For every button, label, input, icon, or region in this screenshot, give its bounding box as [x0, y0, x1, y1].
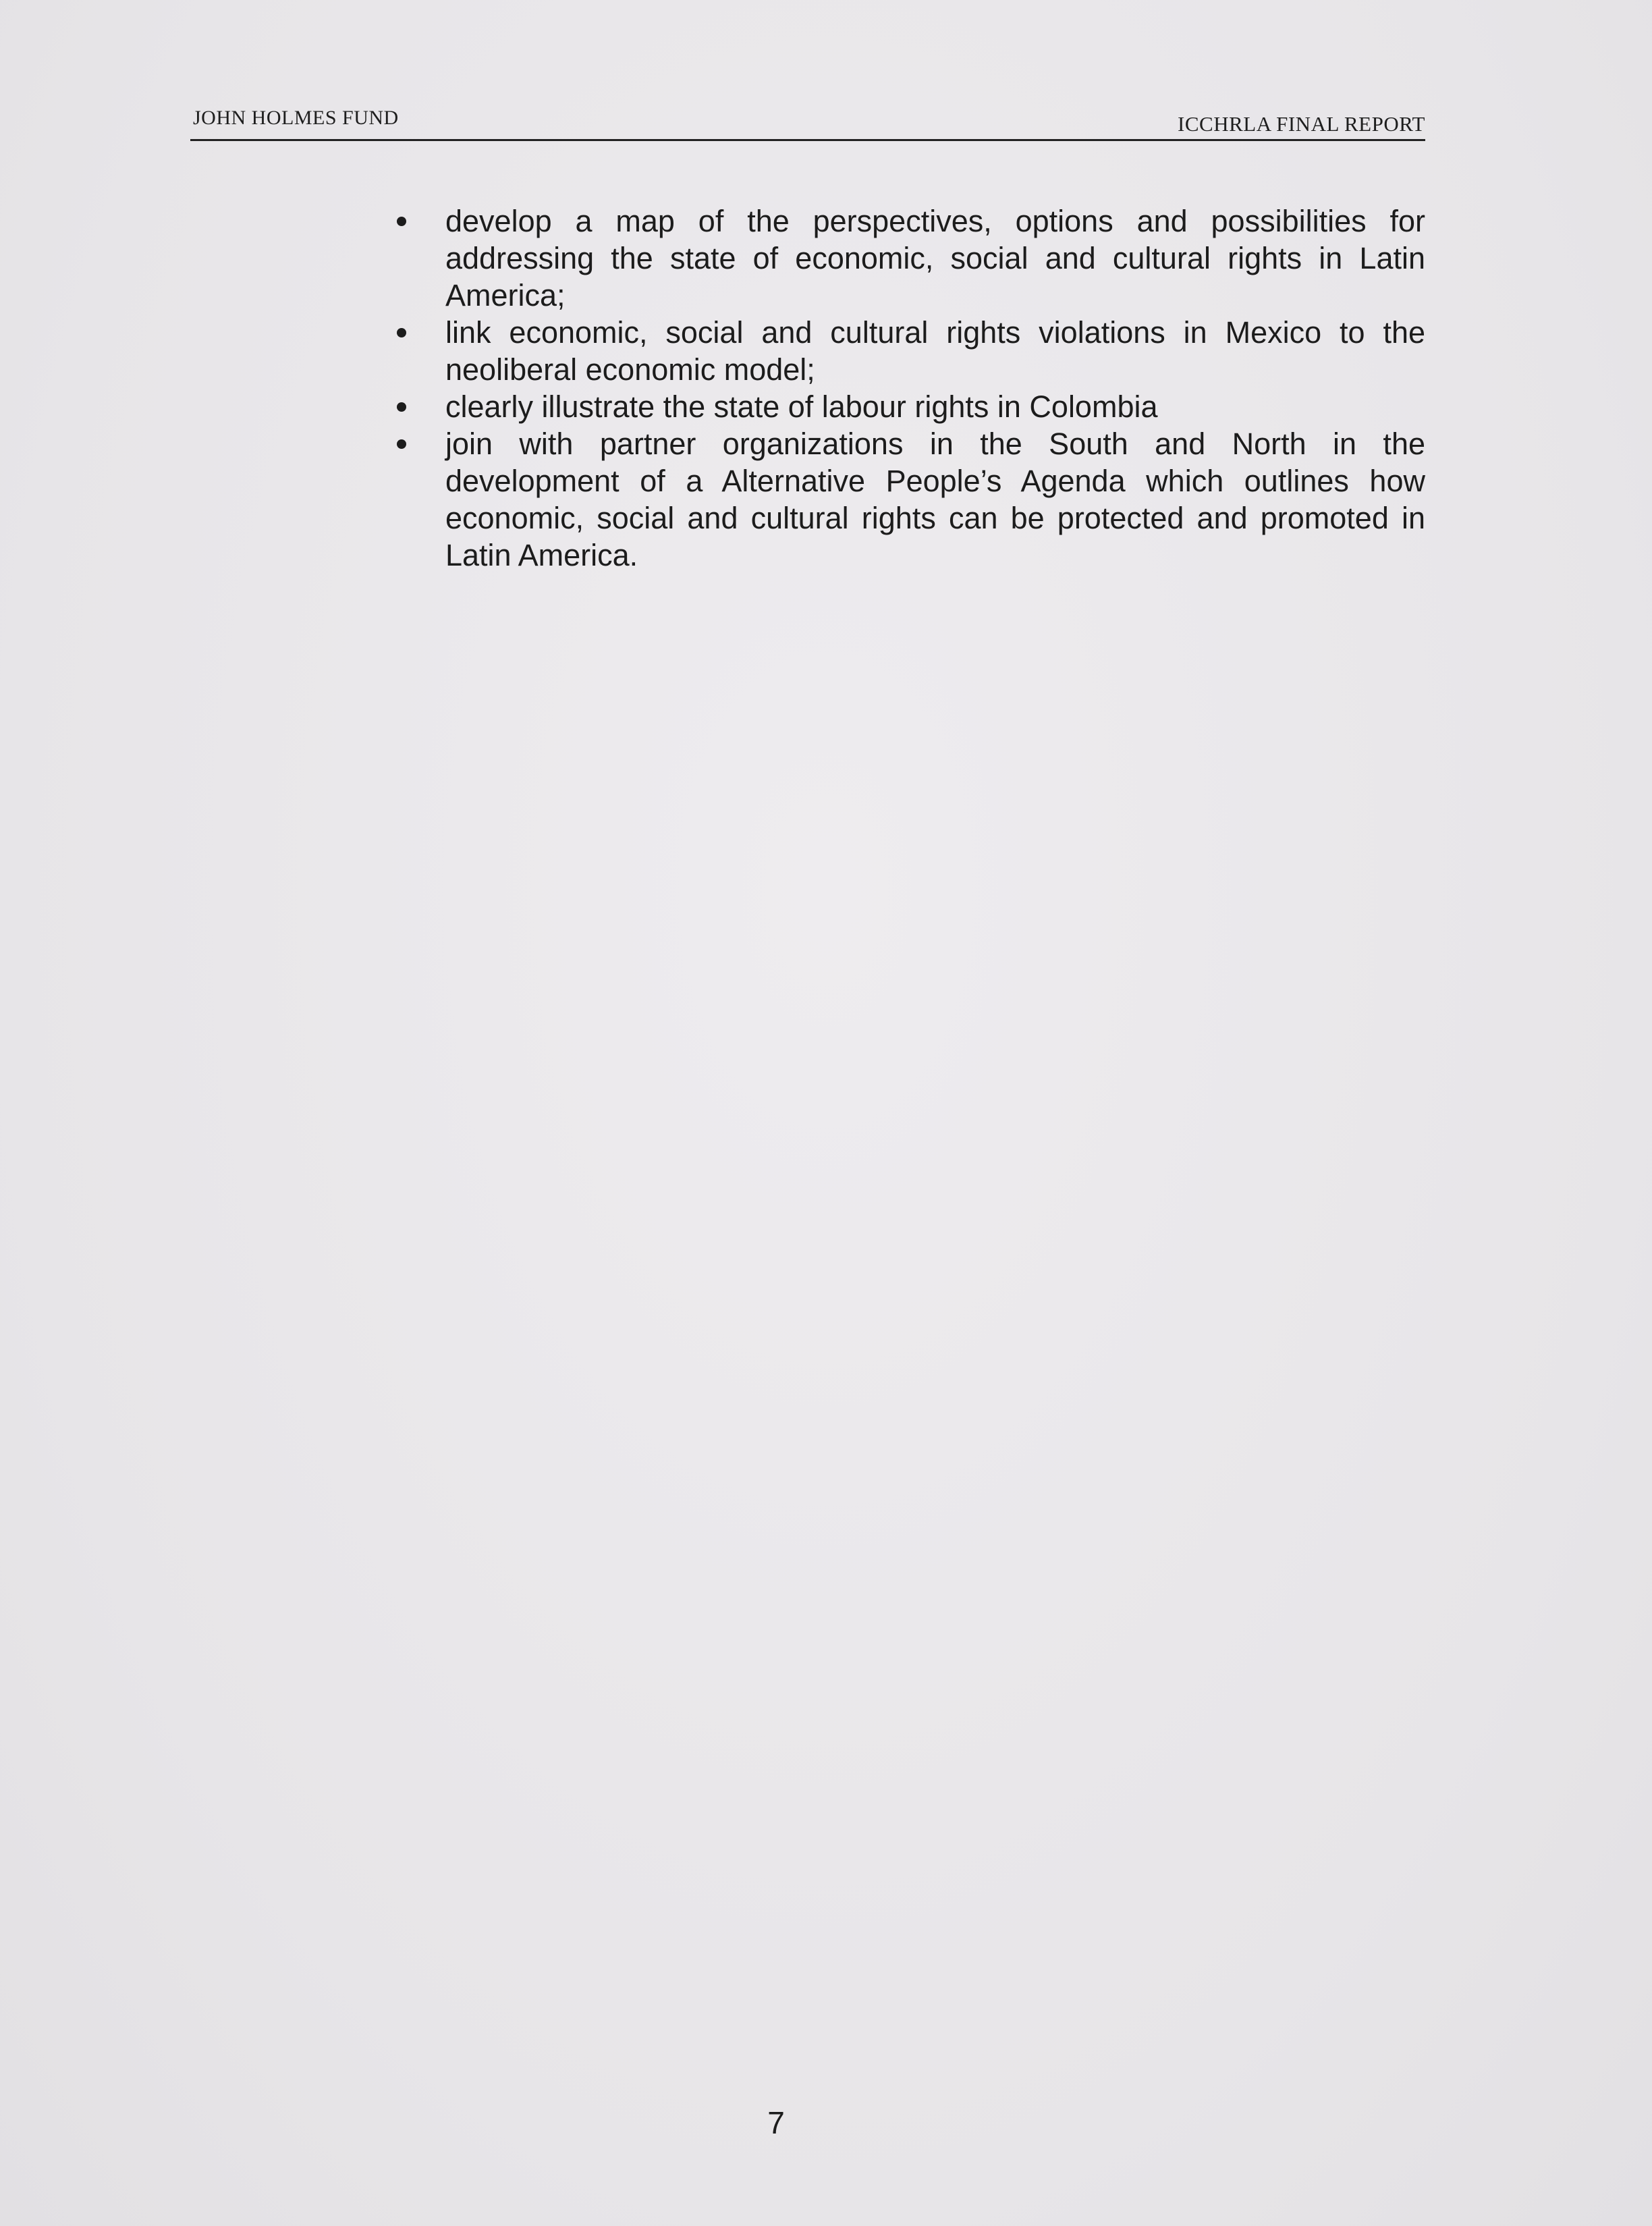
- page-header: [190, 94, 1425, 141]
- bullet-icon: [397, 217, 406, 226]
- bullet-icon: [397, 328, 406, 337]
- list-item-text: join with partner organizations in the South and North in the development of a Alternative People’s Agenda which outlines how economic, social and cultural rights can be protected and promoted in Latin America.: [445, 427, 1425, 572]
- list-item: [391, 314, 1425, 388]
- page-number: 7: [767, 2105, 785, 2140]
- header-report-title: ICCHRLA FINAL REPORT: [1178, 112, 1425, 136]
- list-item: [391, 388, 1425, 425]
- list-item: [391, 425, 1425, 574]
- list-item-text: develop a map of the perspectives, options and possibilities for addressing the state of economic, social and cultural rights in Latin America;: [445, 204, 1425, 313]
- objectives-list: [391, 202, 1425, 574]
- bullet-icon: [397, 402, 406, 412]
- bullet-icon: [397, 439, 406, 449]
- header-fund-name: JOHN HOLMES FUND: [193, 107, 399, 129]
- list-item: [391, 202, 1425, 314]
- list-item-text: clearly illustrate the state of labour rights in Colombia: [445, 389, 1158, 424]
- list-item-text: link economic, social and cultural rights violations in Mexico to the neoliberal economic model;: [445, 315, 1425, 387]
